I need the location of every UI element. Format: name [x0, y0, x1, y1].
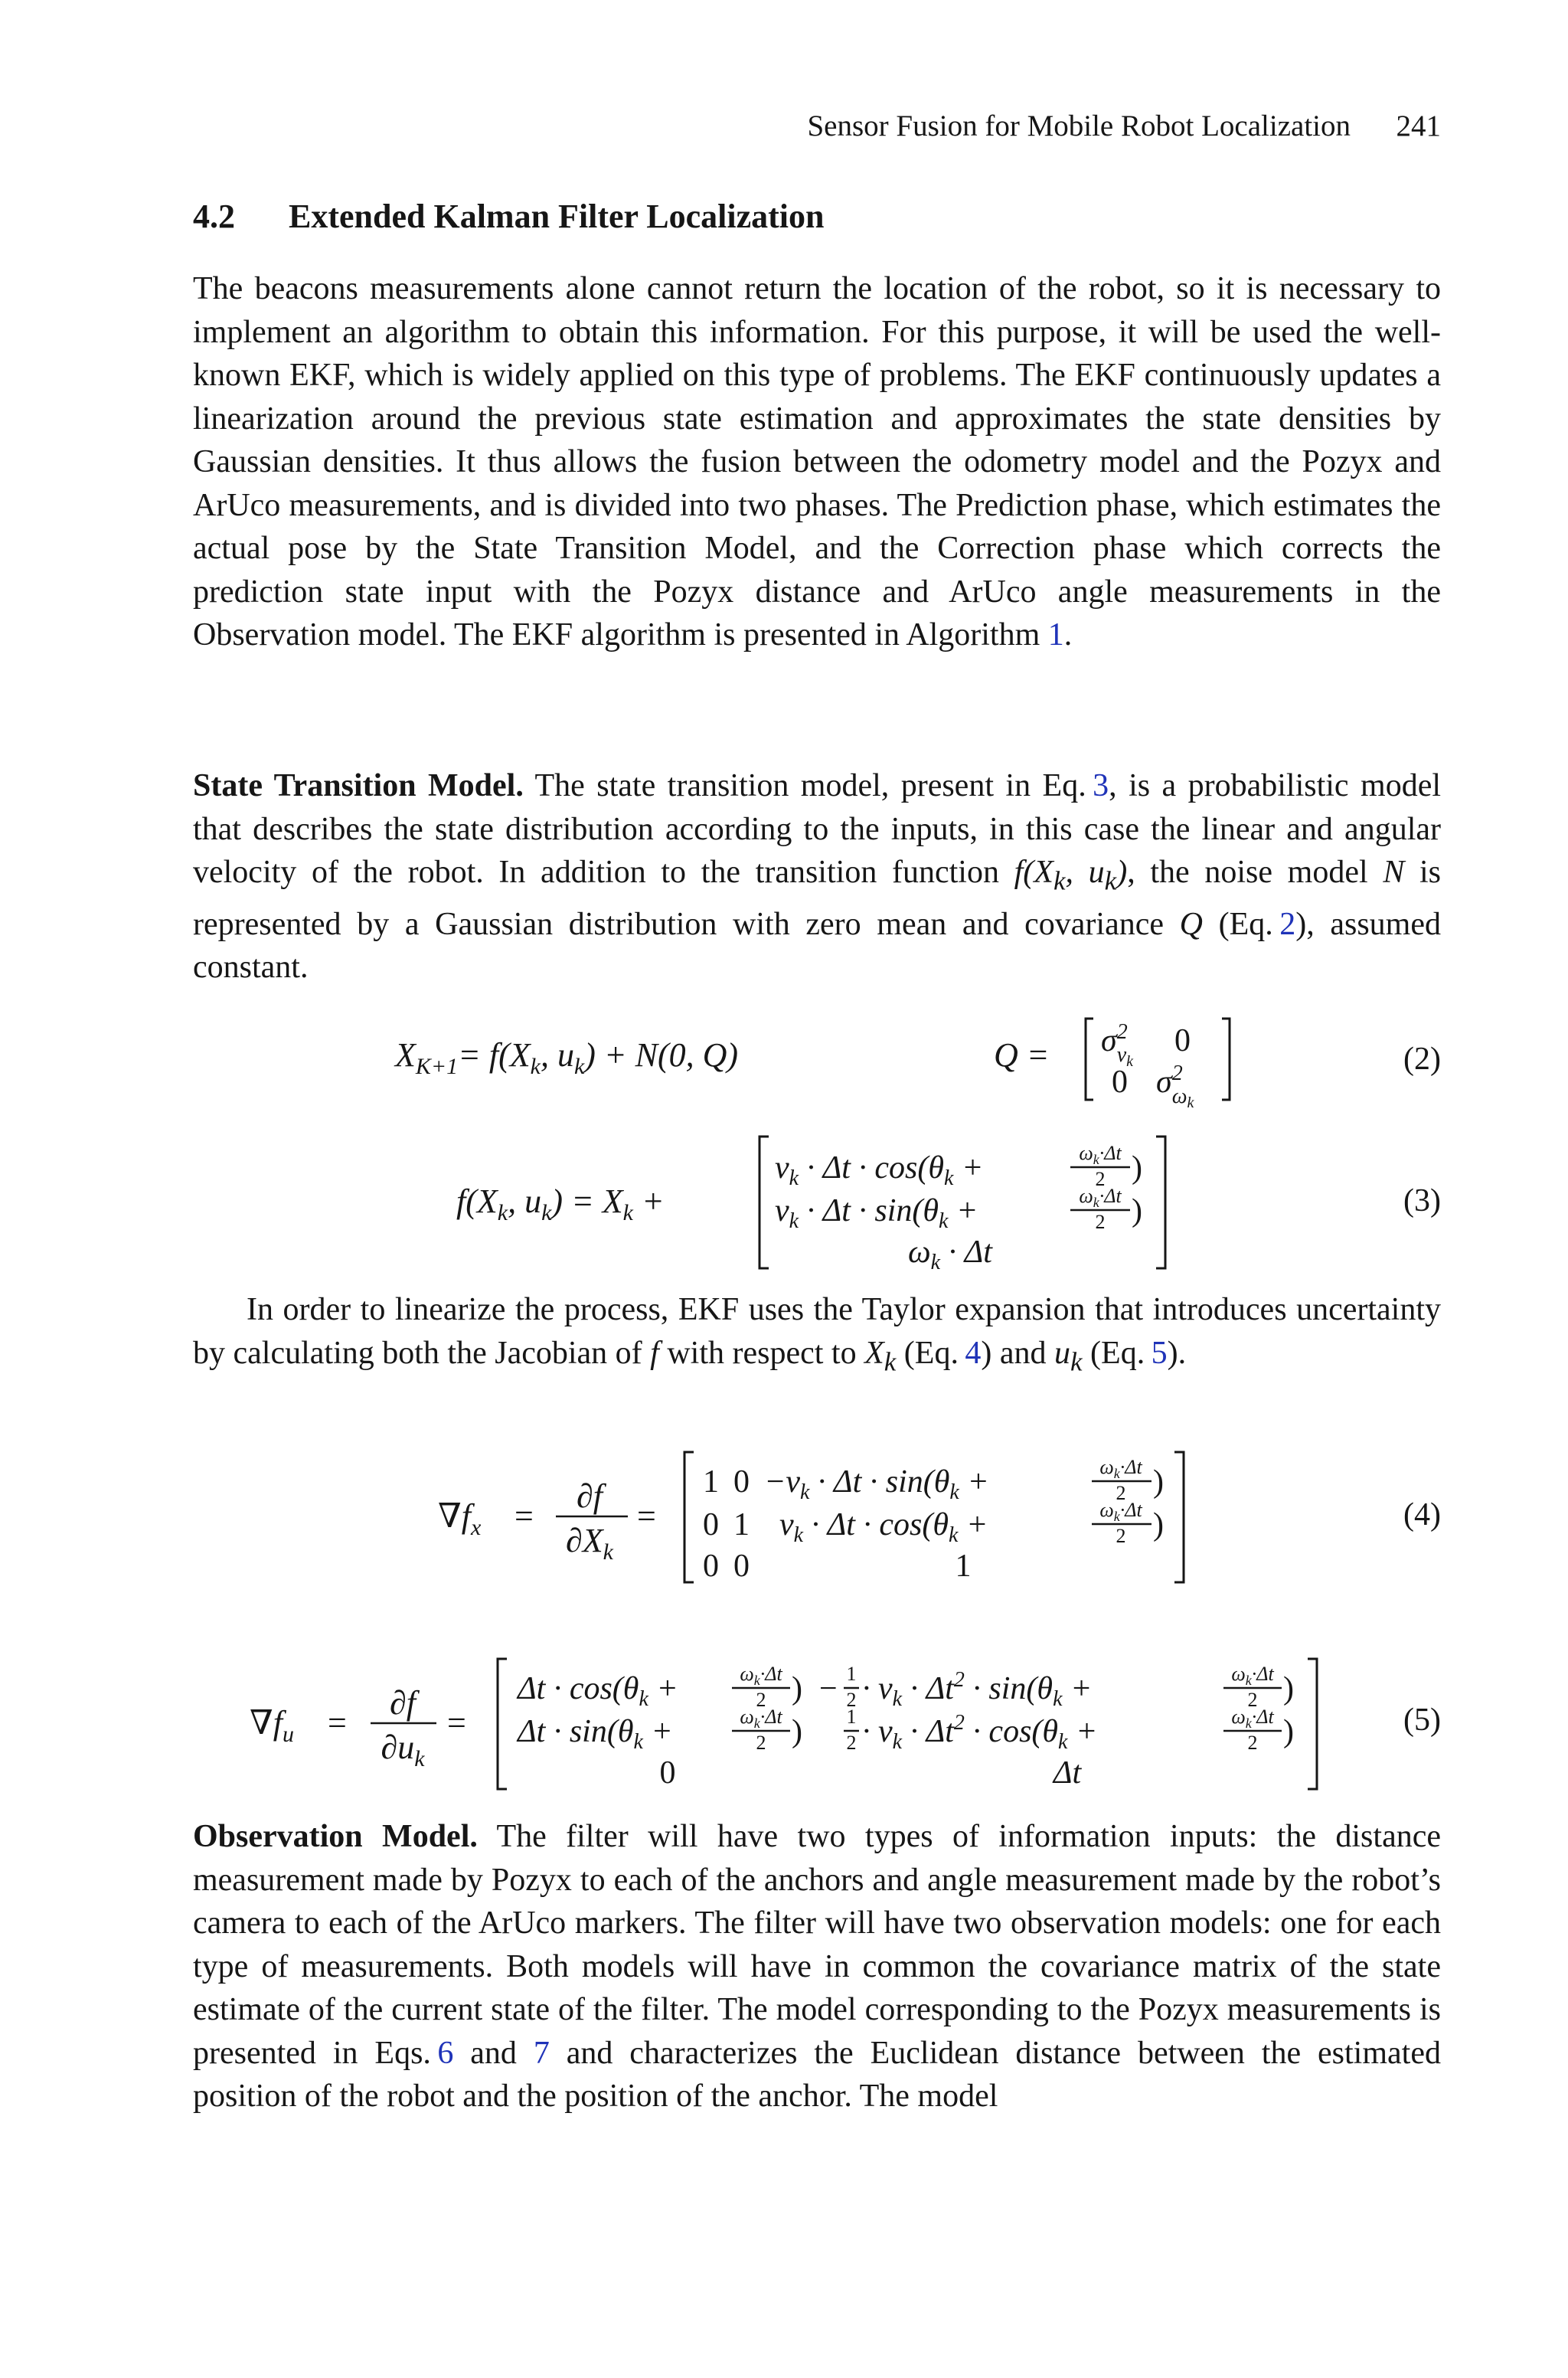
paragraph-text: , the noise model — [1127, 855, 1383, 890]
eq3-row1: $v_k \cdot \Delta t \cdot \cos(\theta_k$ + — [775, 1150, 984, 1190]
eq4-r3c3: 1 — [955, 1549, 972, 1584]
algorithm-reference-link[interactable]: 1 — [1047, 617, 1064, 653]
eq5-right-bracket — [1308, 1659, 1317, 1789]
eq2-q-r2c1: 0 — [1112, 1065, 1128, 1100]
eq5-r1c2-frac-den: 2 — [1247, 1689, 1258, 1711]
equation-2-number: (2) — [1403, 1042, 1441, 1077]
paragraph-text: ), assumed constant. — [193, 906, 1441, 986]
eq5-r2c2-half-den: 2 — [846, 1732, 857, 1754]
equation-3-number: (3) — [1403, 1183, 1441, 1218]
paragraph-text: ). — [1167, 1335, 1187, 1371]
eq5-r1c2-frac-num: $\omega_k\cdot\Delta t$ — [1231, 1663, 1274, 1688]
eq3-row2-frac-den: 2 — [1095, 1211, 1106, 1233]
eq5-r2c2-frac-num: $\omega_k\cdot\Delta t$ — [1231, 1706, 1274, 1731]
eq3-row2-close: ) — [1132, 1193, 1142, 1228]
eq3-row3: $\omega_k \cdot \Delta t$ — [908, 1235, 992, 1274]
equation-5-link[interactable]: 5 — [1151, 1335, 1168, 1371]
paragraph-text: with respect to — [658, 1335, 865, 1371]
paragraph-text: In order to linearize the process, EKF uses the Taylor expansion that introduces uncertainty by calculating both the Jacobian of — [193, 1292, 1441, 1371]
paragraph-text: and characterizes the Euclidean distance between the estimated position of the robot and the position of the anchor. The model — [193, 2035, 1441, 2114]
page-number: 241 — [1396, 110, 1441, 142]
eq4-r2-close: ) — [1153, 1507, 1164, 1542]
eq5-r2c2-close: ) — [1283, 1714, 1294, 1749]
equation-3-link[interactable]: 3 — [1093, 768, 1109, 803]
eq2-lhs: $X_{K+1}= f(X_k$, $u_k) + N(0$, Q) — [395, 1036, 739, 1079]
equation-4 — [0, 1440, 1568, 1593]
paragraph-text: is represented by a Gaussian distribution with zero mean and covariance — [193, 855, 1442, 942]
equation-5 — [0, 1647, 1568, 1800]
section-heading — [193, 194, 825, 240]
eq4-r2c3: $v_k \cdot \Delta t \cdot \cos(\theta_k$ + — [779, 1507, 988, 1547]
paragraph-text: (Eq. — [1203, 906, 1280, 942]
equation-3 — [0, 1126, 1568, 1279]
paragraph-text: (Eq. — [896, 1335, 965, 1371]
eq4-r1-frac-den: 2 — [1116, 1482, 1126, 1504]
eq3-left-bracket — [760, 1137, 769, 1268]
eq4-r2c2: 1 — [733, 1507, 750, 1542]
eq5-r1c2-half-num: 1 — [846, 1663, 857, 1685]
eq4-r1c1: 1 — [703, 1464, 719, 1500]
paragraph-text: (Eq. — [1082, 1335, 1152, 1371]
section-number: 4.2 — [193, 198, 235, 235]
eq5-frac-den: $\partial u_k$ — [381, 1729, 425, 1771]
paragraph-text: The state transition model, present in Eq. — [523, 768, 1093, 803]
eq5-r2c1-frac-den: 2 — [756, 1732, 766, 1754]
section-title: Extended Kalman Filter Localization — [289, 198, 825, 235]
eq5-r1c1-close: ) — [792, 1671, 802, 1706]
eq5-equals-2: = — [447, 1704, 466, 1742]
paragraph-text: ) and — [981, 1335, 1054, 1371]
eq4-equals-2: = — [637, 1497, 656, 1535]
eq4-left-bracket — [684, 1452, 694, 1582]
eq4-r1c3: $-v_k \cdot \Delta t \cdot \sin(\theta_k$ + — [764, 1464, 989, 1504]
eq3-row1-frac-num: $\omega_k\cdot\Delta t$ — [1079, 1142, 1122, 1167]
eq5-r2c2-half-num: 1 — [846, 1706, 857, 1728]
eq4-r3c2: 0 — [733, 1549, 750, 1584]
eq2-q-lhs: Q = — [994, 1036, 1050, 1074]
eq5-r1c2-close: ) — [1283, 1671, 1294, 1706]
eq5-r1c1: $\Delta t \cdot \cos(\theta_k$ + — [518, 1671, 678, 1711]
inline-math: f — [650, 1335, 659, 1371]
eq3-right-bracket — [1156, 1137, 1165, 1268]
equation-5-number: (5) — [1403, 1703, 1441, 1738]
eq5-r2c1: $\Delta t \cdot \sin(\theta_k$ + — [518, 1714, 673, 1754]
eq5-r2c2: · $v_k \cdot \Delta t^2 \cdot \cos(\theta_k$ + — [862, 1711, 1098, 1754]
paragraph-text: and — [453, 2035, 534, 2071]
eq3-row1-frac-den: 2 — [1095, 1168, 1106, 1190]
eq5-r3c1: 0 — [659, 1755, 676, 1791]
eq4-r1-close: ) — [1153, 1464, 1164, 1500]
inline-math: $X_k$ — [864, 1335, 897, 1376]
running-head-title: Sensor Fusion for Mobile Robot Localization — [807, 110, 1351, 142]
eq5-r1c2-half-den: 2 — [846, 1689, 857, 1711]
eq2-q-r2c2: $\sigma^2$ ωk — [1156, 1061, 1194, 1111]
run-in-heading: Observation Model. — [193, 1819, 478, 1854]
eq5-left-bracket — [498, 1659, 507, 1789]
equation-7-link[interactable]: 7 — [533, 2035, 550, 2071]
eq5-r1c2-minus: − — [819, 1671, 838, 1706]
eq5-r2c1-frac-num: $\omega_k\cdot\Delta t$ — [740, 1706, 782, 1731]
eq5-r1c1-frac-den: 2 — [756, 1689, 766, 1711]
paragraph-state-transition — [193, 764, 1441, 989]
eq4-nabla: $\nabla f_x$ — [438, 1497, 482, 1540]
eq4-frac-den: $\partial X_k$ — [566, 1522, 613, 1565]
eq5-frac-num: ∂f — [390, 1684, 416, 1722]
eq5-r1c2: · $v_k \cdot \Delta t^2 \cdot \sin(\theta_k$ + — [862, 1668, 1093, 1711]
inline-math: $u_k$ — [1054, 1335, 1083, 1376]
equation-2 — [0, 1003, 1568, 1118]
eq4-frac-num: ∂f — [577, 1477, 603, 1515]
eq4-r2-frac-num: $\omega_k\cdot\Delta t$ — [1099, 1499, 1142, 1524]
eq5-r1c1-frac-num: $\omega_k\cdot\Delta t$ — [740, 1663, 782, 1688]
eq5-r3c2: Δt — [1053, 1755, 1082, 1791]
eq5-equals: = — [328, 1704, 347, 1742]
equation-4-number: (4) — [1403, 1497, 1441, 1532]
eq4-r1c2: 0 — [733, 1464, 750, 1500]
eq2-left-bracket — [1086, 1019, 1093, 1100]
eq4-r2-frac-den: 2 — [1116, 1525, 1126, 1547]
eq3-lhs: $f(X_k$, $u_k) = X_k$ + — [456, 1182, 665, 1225]
equation-4-link[interactable]: 4 — [965, 1335, 982, 1371]
eq5-r2c1-close: ) — [792, 1714, 802, 1749]
paragraph-text: , is a probabilistic model that describes the state distribution according to the inputs, in this case the linear and angular velocity of the robot. In addition to the transition function — [193, 768, 1442, 890]
eq3-row1-close: ) — [1132, 1150, 1142, 1186]
eq3-row2: $v_k \cdot \Delta t \cdot \sin(\theta_k$ + — [775, 1193, 978, 1233]
eq3-row2-frac-num: $\omega_k\cdot\Delta t$ — [1079, 1185, 1122, 1210]
paragraph-text: The beacons measurements alone cannot return the location of the robot, so it is necessary to implement an algorithm to obtain this information. For this purpose, it will be used the well-known EKF, which is widely applied on this type of problems. The EKF continuously updates a linearization around the previous state estimation and approximates the state densities by Gaussian densities. It thus allows the fusion between the odometry model and the Pozyx and ArUco measurements, and is divided into two phases. The Prediction phase, which estimates the actual pose by the State Transition Model, and the Correction phase which corrects the prediction state input with the Pozyx distance and ArUco angle measurements in the Observation model. The EKF algorithm is presented in Algorithm — [193, 271, 1441, 653]
eq4-r2c1: 0 — [703, 1507, 719, 1542]
eq5-r2c2-frac-den: 2 — [1247, 1732, 1258, 1754]
eq4-right-bracket — [1174, 1452, 1184, 1582]
paragraph-ekf-intro — [193, 267, 1441, 657]
inline-math: Q — [1179, 906, 1204, 942]
eq2-q-r1c2: 0 — [1174, 1023, 1191, 1058]
eq2-q-r1c1: $\sigma^2$ vk — [1101, 1020, 1134, 1070]
eq2-right-bracket — [1222, 1019, 1230, 1100]
paragraph-text: The filter will have two types of information inputs: the distance measurement made by Pozyx to each of the anchors and angle measurement made by the robot’s camera to each of the ArUco markers. The filter will have two observation models: one for each type of measurements. Both models will have in common the covariance matrix of the state estimate of the current state of the filter. The model corresponding to the Pozyx measurements is presented in Eqs. — [193, 1819, 1441, 2071]
inline-math: $f(X_k$, $u_k$) — [1014, 855, 1128, 896]
paragraph-observation-model — [193, 1815, 1441, 2118]
equation-2-link[interactable]: 2 — [1279, 906, 1296, 942]
eq4-equals: = — [514, 1497, 534, 1535]
run-in-heading: State Transition Model. — [193, 768, 524, 803]
inline-math: N — [1383, 855, 1405, 890]
eq4-r3c1: 0 — [703, 1549, 719, 1584]
running-head — [807, 106, 1441, 146]
paragraph-linearization — [193, 1288, 1441, 1383]
paragraph-text: . — [1063, 617, 1073, 653]
eq4-r1-frac-num: $\omega_k\cdot\Delta t$ — [1099, 1456, 1142, 1481]
equation-6-link[interactable]: 6 — [437, 2035, 454, 2071]
eq5-nabla: $\nabla f_u$ — [250, 1704, 294, 1747]
